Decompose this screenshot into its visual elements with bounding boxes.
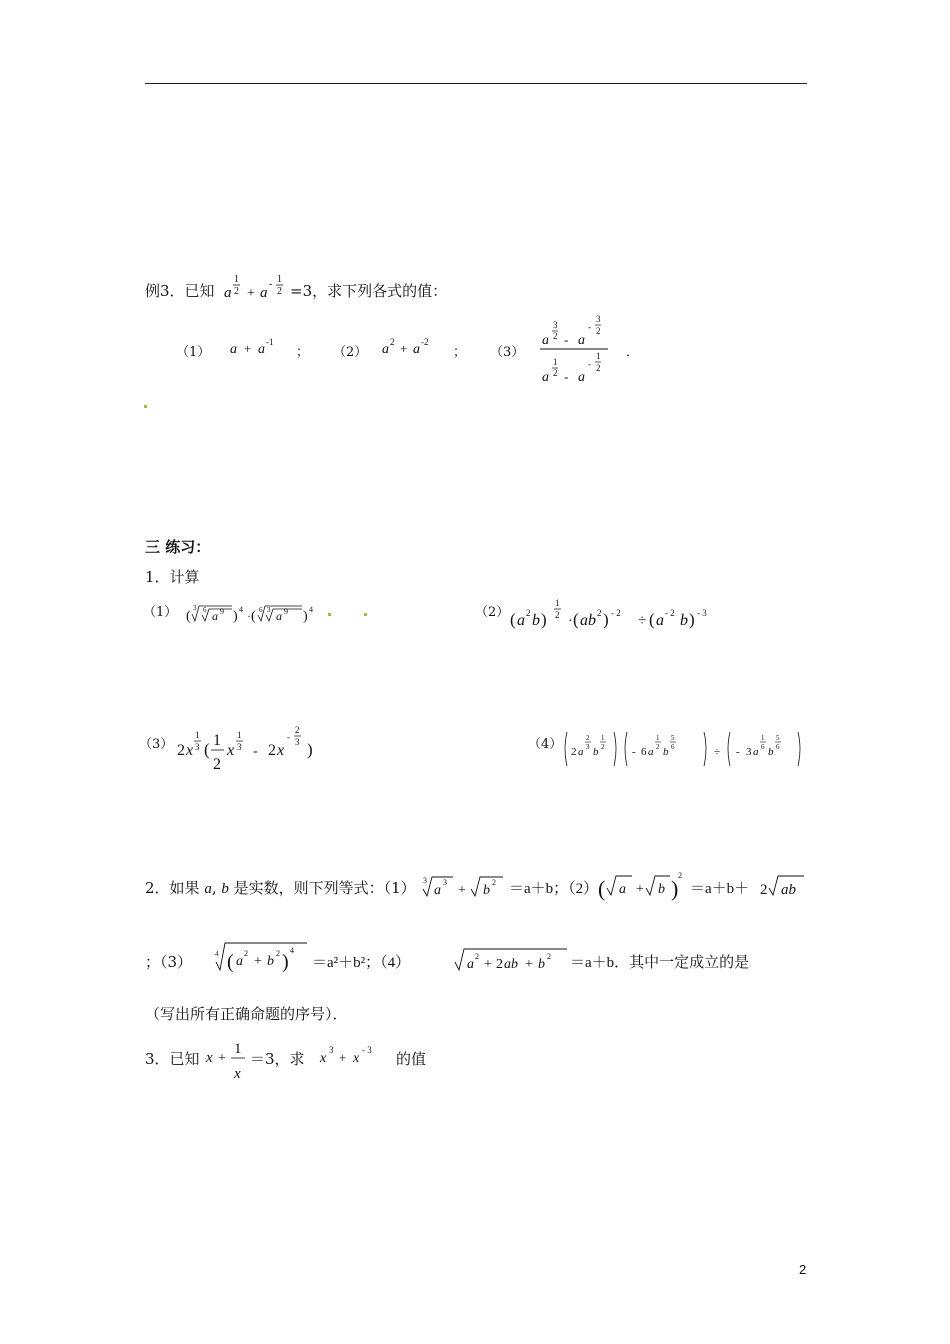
svg-text:a: a: [382, 342, 389, 357]
svg-text:2: 2: [276, 949, 280, 958]
q2-eq2-rhs: ＝a＋b＋: [690, 881, 750, 897]
svg-text:- 3: - 3: [362, 1045, 372, 1055]
svg-text:1: 1: [213, 732, 221, 749]
example3-sep2: ；: [453, 345, 467, 360]
svg-text:): ): [541, 610, 547, 629]
svg-text:2: 2: [234, 286, 239, 297]
svg-text:- 3: - 3: [697, 608, 707, 618]
svg-text:b: b: [267, 954, 274, 969]
svg-text:ab: ab: [781, 882, 796, 898]
example3-item1-label: （1）: [176, 345, 211, 360]
q2-line3: （写出所有正确命题的序号）．: [145, 1005, 348, 1023]
svg-text:(: (: [204, 740, 210, 759]
svg-text:): ): [689, 610, 695, 629]
svg-text:9: 9: [284, 607, 288, 616]
svg-text:2: 2: [295, 725, 300, 735]
svg-text:÷: ÷: [714, 746, 721, 758]
marker-dot: [364, 613, 367, 616]
svg-text:6: 6: [259, 606, 263, 614]
practice-heading: 三 练习：: [145, 538, 211, 556]
q2-eq1-lhs: [421, 870, 507, 904]
svg-text:b: b: [532, 612, 540, 629]
q2-var-b: b: [221, 881, 229, 897]
svg-text:2: 2: [496, 957, 503, 972]
svg-text:3: 3: [586, 743, 590, 751]
example3-item3-formula: [538, 308, 618, 388]
q2-eq3-lhs: [215, 938, 309, 978]
q3-target-formula: [318, 1042, 388, 1068]
svg-text:5: 5: [671, 734, 675, 742]
svg-text:x: x: [227, 742, 235, 759]
svg-text:3: 3: [267, 606, 271, 614]
svg-text:a: a: [236, 954, 243, 969]
example3-prefix: 例3．已知: [145, 282, 215, 300]
svg-text:a: a: [753, 746, 759, 758]
svg-text:a: a: [656, 612, 664, 629]
q2-eq2-sqrt-ab: [760, 870, 806, 902]
svg-text:a: a: [542, 370, 549, 385]
example3-condition-formula: [222, 270, 292, 304]
q2-eq2-lhs: [598, 866, 682, 906]
svg-text:): ): [233, 609, 238, 624]
svg-text:+: +: [254, 954, 262, 969]
example3-item2-formula: [380, 336, 444, 360]
q2-eq4-rhs: ＝a＋b．其中一定成立的是: [570, 955, 750, 971]
svg-text:1: 1: [553, 357, 558, 367]
svg-text:+: +: [244, 341, 252, 356]
svg-text:3: 3: [553, 320, 558, 330]
svg-text:+: +: [458, 883, 466, 898]
q2-intro: 2．如果: [145, 879, 205, 897]
example3-suffix: =3，求下列各式的值：: [290, 282, 448, 300]
svg-text:2: 2: [586, 734, 590, 742]
svg-text:5: 5: [776, 734, 780, 742]
svg-text:a: a: [434, 883, 441, 898]
q2-eq3-rhs: ＝a²＋b²；（4）: [312, 955, 411, 971]
svg-text:(: (: [598, 876, 606, 901]
svg-text:3: 3: [195, 742, 200, 752]
svg-text:b: b: [538, 957, 545, 972]
svg-text:2: 2: [475, 952, 479, 961]
svg-text:6: 6: [776, 743, 780, 751]
svg-text:1: 1: [656, 734, 660, 742]
svg-text:2: 2: [553, 331, 558, 341]
svg-text:3: 3: [423, 876, 427, 885]
svg-text:a: a: [578, 746, 584, 758]
svg-text:-: -: [588, 359, 591, 369]
svg-text:b: b: [663, 746, 669, 758]
svg-text:2: 2: [547, 952, 551, 961]
svg-text:a: a: [413, 342, 420, 357]
svg-text:a: a: [542, 333, 549, 348]
svg-text:a: a: [230, 342, 237, 357]
svg-text:a: a: [648, 746, 654, 758]
q2-eq1-rhs: ＝a＋b；（2）: [509, 881, 599, 897]
svg-text:2: 2: [571, 746, 577, 758]
svg-text:2: 2: [601, 743, 605, 751]
svg-text:a: a: [517, 612, 525, 629]
svg-text:): ): [671, 876, 679, 901]
svg-text:+: +: [247, 286, 255, 301]
marker-dot: [144, 405, 147, 408]
q1-part2-formula: [510, 594, 730, 634]
header-rule: [145, 83, 807, 84]
svg-text:4: 4: [239, 605, 243, 614]
svg-text:x: x: [186, 742, 194, 759]
svg-text:2: 2: [656, 743, 660, 751]
example3-sep1: ；: [296, 345, 310, 360]
svg-text:2: 2: [760, 882, 768, 898]
svg-text:(: (: [186, 609, 191, 624]
svg-text:a: a: [260, 285, 268, 301]
svg-text:-: -: [253, 744, 258, 759]
svg-text:3: 3: [329, 1045, 334, 1055]
svg-text:-2: -2: [421, 337, 429, 347]
svg-text:ab: ab: [580, 612, 596, 629]
example3-item3-label: （3）: [490, 345, 525, 360]
q1-part3-formula: [177, 722, 327, 778]
svg-text:+: +: [525, 957, 533, 972]
svg-text:1: 1: [555, 598, 560, 608]
svg-text:(: (: [251, 609, 256, 624]
svg-text:x: x: [353, 1051, 360, 1066]
svg-text:2: 2: [492, 878, 496, 887]
svg-text:a: a: [276, 609, 282, 623]
svg-text:4: 4: [290, 946, 294, 955]
svg-text:b: b: [483, 883, 490, 898]
svg-text:a: a: [578, 370, 585, 385]
svg-text:x: x: [206, 1050, 213, 1066]
svg-text:1: 1: [234, 1041, 242, 1057]
q1-part3-label: （3）: [139, 737, 174, 752]
svg-text:(: (: [649, 610, 655, 629]
svg-text:3: 3: [746, 746, 752, 758]
svg-text:3: 3: [443, 878, 447, 887]
q3-suffix: 的值: [396, 1050, 427, 1068]
svg-text:3: 3: [237, 742, 242, 752]
svg-text:+: +: [218, 1051, 226, 1066]
q2-comma: ,: [211, 879, 222, 897]
svg-text:4: 4: [215, 950, 219, 958]
svg-text:3: 3: [295, 737, 300, 747]
svg-text:2: 2: [596, 326, 601, 336]
svg-text:2: 2: [555, 610, 560, 620]
svg-text:1: 1: [761, 734, 765, 742]
svg-text:4: 4: [309, 605, 313, 614]
svg-text:+: +: [484, 957, 492, 972]
q3-condition-formula: [204, 1032, 254, 1084]
svg-text:(: (: [573, 610, 579, 629]
svg-text:3: 3: [596, 314, 601, 324]
svg-text:2: 2: [277, 286, 282, 297]
svg-text:2: 2: [526, 608, 531, 618]
svg-text:9: 9: [220, 607, 224, 616]
svg-text:): ): [303, 609, 308, 624]
svg-text:6: 6: [641, 746, 647, 758]
svg-text:-: -: [269, 279, 273, 290]
q1-title: 1．计算: [145, 568, 200, 586]
svg-text:): ): [282, 951, 289, 973]
q2-line2-start: ；（3）: [145, 953, 193, 971]
svg-text:x: x: [277, 742, 285, 759]
svg-text:2: 2: [596, 363, 601, 373]
example3-sep3: ．: [626, 345, 640, 360]
svg-text:2: 2: [678, 871, 682, 880]
svg-text:a: a: [258, 342, 265, 357]
svg-text:1: 1: [596, 351, 601, 361]
page-number: 2: [799, 1262, 807, 1277]
svg-text:b: b: [593, 746, 599, 758]
svg-text:-: -: [564, 332, 569, 347]
svg-text:-: -: [736, 746, 740, 758]
svg-text:b: b: [658, 882, 665, 897]
svg-text:): ): [603, 610, 609, 629]
svg-text:(: (: [227, 951, 234, 973]
svg-text:6: 6: [203, 606, 207, 614]
svg-text:a: a: [224, 285, 232, 301]
svg-text:-: -: [588, 322, 591, 332]
svg-text:2: 2: [553, 368, 558, 378]
svg-text:a: a: [467, 957, 474, 972]
svg-text:1: 1: [195, 730, 200, 740]
svg-text:2: 2: [177, 742, 185, 759]
svg-text:2: 2: [268, 742, 276, 759]
svg-text:-: -: [287, 732, 290, 742]
svg-text:- 2: - 2: [611, 608, 621, 618]
q2-text1: 是实数，则下列等式：（1）: [228, 879, 416, 897]
svg-text:2: 2: [213, 756, 221, 773]
svg-text:1: 1: [237, 730, 242, 740]
svg-text:ab: ab: [504, 957, 518, 972]
svg-text:·: ·: [247, 609, 251, 623]
q1-part1-label: （1）: [143, 605, 178, 620]
svg-text:+: +: [339, 1050, 347, 1065]
svg-text:÷: ÷: [638, 613, 647, 629]
q1-part4-formula: [562, 728, 807, 770]
svg-text:2: 2: [244, 949, 248, 958]
svg-text:- 2: - 2: [665, 608, 675, 618]
q2-line1: [145, 877, 416, 898]
svg-text:2: 2: [597, 608, 602, 618]
example3-item2-label: （2）: [333, 345, 368, 360]
svg-text:-: -: [632, 746, 636, 758]
q1-part2-label: （2）: [475, 605, 510, 620]
svg-text:b: b: [680, 612, 688, 629]
svg-text:1: 1: [601, 734, 605, 742]
svg-text:-1: -1: [266, 337, 274, 347]
svg-text:2: 2: [390, 337, 395, 347]
svg-text:(: (: [510, 610, 516, 629]
svg-text:+: +: [400, 341, 408, 356]
svg-text:·: ·: [568, 614, 573, 629]
svg-text:6: 6: [671, 743, 675, 751]
svg-text:x: x: [234, 1066, 241, 1082]
svg-text:-: -: [564, 369, 569, 384]
svg-text:3: 3: [193, 604, 197, 612]
svg-text:): ): [307, 740, 313, 759]
marker-dot: [328, 613, 331, 616]
svg-text:a: a: [578, 333, 585, 348]
svg-text:a: a: [212, 609, 218, 623]
svg-text:1: 1: [277, 274, 282, 285]
q2-var-a: a: [204, 881, 212, 897]
svg-text:6: 6: [761, 743, 765, 751]
svg-text:x: x: [320, 1051, 327, 1066]
svg-text:1: 1: [234, 274, 239, 285]
svg-text:+: +: [636, 882, 644, 897]
q1-part1-formula: [186, 600, 326, 630]
q3-prefix: 3．已知: [145, 1050, 200, 1068]
svg-text:b: b: [768, 746, 774, 758]
example3-item1-formula: [228, 336, 288, 360]
svg-text:a: a: [619, 882, 626, 897]
q1-part4-label: （4）: [528, 737, 563, 752]
q3-mid: ＝3，求: [250, 1050, 305, 1068]
q2-eq4-lhs: [453, 942, 569, 976]
